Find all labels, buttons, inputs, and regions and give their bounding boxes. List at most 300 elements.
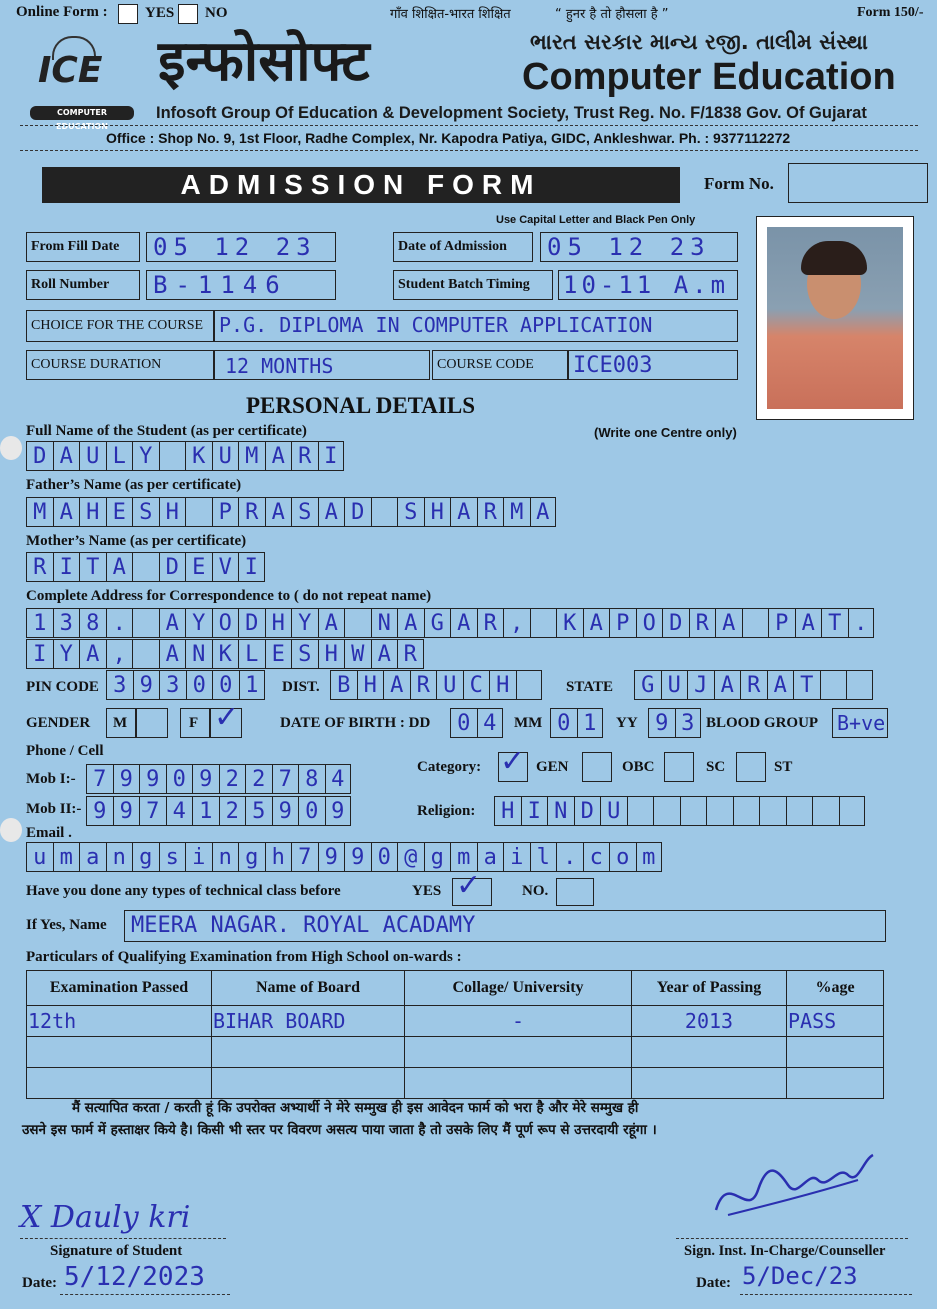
grid-cell: G — [424, 608, 451, 638]
logo-text: ICE — [38, 50, 103, 91]
col-exam: Examination Passed — [27, 971, 212, 1006]
incharge-date-label: Date: — [696, 1275, 731, 1291]
grid-cell: 1 — [26, 608, 53, 638]
grid-cell: R — [410, 670, 437, 700]
mob2-grid[interactable] — [86, 796, 351, 826]
grid-cell: 0 — [186, 670, 213, 700]
grid-cell: D — [238, 608, 265, 638]
grid-cell: A — [795, 608, 822, 638]
declaration-line-1: मैं सत्यापित करता / करती हूं कि उपरोक्त अभ्यार्थी ने मेरे सम्मुख ही इस आवेदन फार्म को भरा है और मेरे सम्मुख ही — [72, 1100, 639, 1116]
cell[interactable] — [405, 1037, 632, 1068]
brand-hindi: इन्फोसोफ्ट — [158, 29, 370, 94]
form-price: Form 150/- — [857, 5, 924, 20]
incharge-date-value: 5/Dec/23 — [742, 1262, 858, 1290]
grid-cell: 4 — [166, 796, 193, 826]
grid-cell: 7 — [86, 764, 113, 794]
brand-english: Computer Education — [522, 56, 896, 98]
grid-cell: A — [715, 608, 742, 638]
grid-cell: P — [212, 497, 239, 527]
dob-mm-grid[interactable] — [550, 708, 603, 738]
grid-cell: , — [106, 639, 133, 669]
course-code-label-box — [432, 350, 568, 380]
grid-cell: S — [397, 497, 424, 527]
grid-cell — [706, 796, 733, 826]
cell[interactable]: BIHAR BOARD — [212, 1006, 405, 1037]
grid-cell: g — [424, 842, 451, 872]
cell[interactable] — [405, 1068, 632, 1099]
cat-st-label: ST — [774, 759, 793, 775]
signature-scribble-icon — [708, 1150, 878, 1230]
grid-cell: h — [265, 842, 292, 872]
roll-value: B-1146 — [153, 271, 288, 299]
grid-cell: D — [159, 552, 186, 582]
slogan-two: “ हुनर है तो हौसला है ” — [555, 7, 669, 22]
grid-cell: U — [212, 441, 239, 471]
cell[interactable] — [632, 1068, 787, 1099]
ifyes-label: If Yes, Name — [26, 917, 107, 933]
grid-cell: A — [583, 608, 610, 638]
grid-cell: R — [397, 639, 424, 669]
qualification-table — [26, 970, 884, 1099]
gender-m-checkbox[interactable] — [136, 708, 168, 738]
punch-hole — [0, 818, 22, 842]
grid-cell: 9 — [344, 842, 371, 872]
course-field[interactable] — [214, 310, 738, 342]
grid-cell: H — [265, 608, 292, 638]
incharge-sign-line — [676, 1238, 908, 1239]
father-grid[interactable] — [26, 497, 556, 527]
dob-yy-grid[interactable] — [648, 708, 701, 738]
grid-cell: 0 — [212, 670, 239, 700]
cat-sc-checkbox[interactable] — [664, 752, 694, 782]
grid-cell: a — [477, 842, 504, 872]
grid-cell: c — [583, 842, 610, 872]
grid-cell: , — [503, 608, 530, 638]
grid-cell: G — [634, 670, 661, 700]
grid-cell: K — [556, 608, 583, 638]
grid-cell: g — [238, 842, 265, 872]
course-label: CHOICE FOR THE COURSE — [31, 318, 204, 333]
grid-cell: O — [636, 608, 663, 638]
grid-cell: W — [344, 639, 371, 669]
grid-cell: 9 — [113, 764, 140, 794]
table-row — [27, 1068, 884, 1099]
grid-cell: i — [185, 842, 212, 872]
grid-cell: H — [79, 497, 106, 527]
grid-cell: . — [106, 608, 133, 638]
roll-label: Roll Number — [31, 277, 110, 292]
grid-cell: m — [53, 842, 80, 872]
religion-grid[interactable] — [494, 796, 865, 826]
grid-cell: A — [159, 639, 186, 669]
incharge-signature — [708, 1150, 878, 1230]
grid-cell — [742, 608, 769, 638]
grid-cell: A — [265, 441, 292, 471]
cell[interactable]: 2013 — [632, 1006, 787, 1037]
grid-cell — [159, 441, 186, 471]
cell[interactable]: - — [405, 1006, 632, 1037]
grid-cell — [786, 796, 813, 826]
student-date-line — [60, 1294, 230, 1295]
fill-date-label: From Fill Date — [31, 239, 120, 254]
fill-date-label-box — [26, 232, 140, 262]
grid-cell: 8 — [79, 608, 106, 638]
dist-grid[interactable] — [330, 670, 542, 700]
gender-f-label: F — [189, 715, 199, 731]
blood-field[interactable] — [832, 708, 888, 738]
address-grid-2[interactable] — [26, 639, 424, 669]
grid-cell: A — [159, 608, 186, 638]
grid-cell: J — [687, 670, 714, 700]
course-code-value: ICE003 — [573, 353, 653, 378]
grid-cell: I — [238, 552, 265, 582]
grid-cell: A — [106, 552, 133, 582]
grid-cell: 9 — [648, 708, 675, 738]
grid-cell: A — [371, 639, 398, 669]
cat-gen-label: GEN — [536, 759, 569, 775]
col-board: Name of Board — [212, 971, 405, 1006]
full-name-grid[interactable] — [26, 441, 344, 471]
student-signature: X Dauly kri — [20, 1200, 191, 1235]
grid-cell: D — [662, 608, 689, 638]
grid-cell: a — [79, 842, 106, 872]
student-photo — [756, 216, 914, 420]
grid-cell — [132, 552, 159, 582]
online-no-label: NO — [205, 5, 228, 21]
full-name-label: Full Name of the Student (as per certificate) — [26, 423, 307, 439]
tech-yes-label: YES — [412, 883, 442, 899]
gender-m-box — [106, 708, 136, 738]
duration-label: COURSE DURATION — [31, 357, 162, 372]
mob2-label: Mob II:- — [26, 801, 82, 817]
grid-cell: V — [212, 552, 239, 582]
cat-sc-label: SC — [706, 759, 726, 775]
grid-cell: 9 — [86, 796, 113, 826]
dist-label: DIST. — [282, 679, 320, 695]
roll-label-box — [26, 270, 140, 300]
grid-cell: U — [436, 670, 463, 700]
grid-cell: 7 — [291, 842, 318, 872]
grid-cell: A — [530, 497, 557, 527]
admission-date-value: 05 12 23 — [547, 233, 711, 261]
state-grid[interactable] — [634, 670, 873, 700]
duration-label-box — [26, 350, 214, 380]
online-no-checkbox[interactable] — [178, 4, 198, 24]
table-header-row — [27, 971, 884, 1006]
grid-cell: 9 — [272, 796, 299, 826]
grid-cell — [820, 670, 847, 700]
hair-shape — [801, 241, 867, 275]
punch-hole — [0, 436, 22, 460]
grid-cell: H — [357, 670, 384, 700]
instruction-note: Use Capital Letter and Black Pen Only — [496, 214, 696, 226]
online-yes-checkbox[interactable] — [118, 4, 138, 24]
cell[interactable] — [787, 1068, 884, 1099]
grid-cell: 3 — [106, 670, 133, 700]
grid-cell: 0 — [298, 796, 325, 826]
grid-cell: H — [424, 497, 451, 527]
grid-cell: P — [768, 608, 795, 638]
gender-m-label: M — [113, 715, 128, 731]
grid-cell: M — [26, 497, 53, 527]
grid-cell: R — [291, 441, 318, 471]
mob1-label: Mob I:- — [26, 771, 76, 787]
col-year: Year of Passing — [632, 971, 787, 1006]
grid-cell: n — [212, 842, 239, 872]
qualification-label: Particulars of Qualifying Examination from High School on-wards : — [26, 949, 462, 965]
mob1-grid[interactable] — [86, 764, 351, 794]
address-grid-1[interactable] — [26, 608, 874, 638]
gender-label: GENDER — [26, 715, 91, 731]
grid-cell: H — [159, 497, 186, 527]
cell[interactable] — [27, 1068, 212, 1099]
grid-cell — [680, 796, 707, 826]
grid-cell: A — [318, 608, 345, 638]
cell[interactable]: 12th — [27, 1006, 212, 1037]
ifyes-field[interactable] — [124, 910, 886, 942]
batch-label-box — [393, 270, 553, 300]
grid-cell: 0 — [166, 764, 193, 794]
check-mark-icon: ✓ — [500, 744, 526, 779]
cat-obc-checkbox[interactable] — [582, 752, 612, 782]
grid-cell: N — [547, 796, 574, 826]
grid-cell: Y — [132, 441, 159, 471]
grid-cell: E — [265, 639, 292, 669]
grid-cell: U — [661, 670, 688, 700]
student-sign-line — [20, 1238, 226, 1239]
grid-cell: A — [450, 497, 477, 527]
cell[interactable] — [212, 1068, 405, 1099]
check-mark-icon: ✓ — [214, 700, 240, 735]
grid-cell: u — [26, 842, 53, 872]
photo-image — [767, 227, 903, 409]
grid-cell — [839, 796, 866, 826]
grid-cell: 3 — [159, 670, 186, 700]
grid-cell: T — [79, 552, 106, 582]
grid-cell: o — [609, 842, 636, 872]
fill-date-field[interactable] — [146, 232, 336, 262]
duration-field[interactable] — [214, 350, 430, 380]
course-code-label: COURSE CODE — [437, 357, 534, 372]
grid-cell — [516, 670, 543, 700]
grid-cell — [733, 796, 760, 826]
course-label-box — [26, 310, 214, 342]
office-strip — [20, 125, 918, 151]
grid-cell: M — [238, 441, 265, 471]
grid-cell: R — [740, 670, 767, 700]
grid-cell: R — [26, 552, 53, 582]
cell[interactable]: PASS — [787, 1006, 884, 1037]
grid-cell: D — [26, 441, 53, 471]
grid-cell: T — [793, 670, 820, 700]
tech-no-checkbox[interactable] — [556, 878, 594, 906]
form-no-field[interactable] — [788, 163, 928, 203]
grid-cell: 5 — [245, 796, 272, 826]
grid-cell: n — [106, 842, 133, 872]
grid-cell: P — [609, 608, 636, 638]
admission-date-label-box — [393, 232, 533, 262]
pin-grid[interactable] — [106, 670, 265, 700]
grid-cell — [344, 608, 371, 638]
dob-dd-grid[interactable] — [450, 708, 503, 738]
religion-label: Religion: — [417, 803, 476, 819]
grid-cell: A — [767, 670, 794, 700]
email-grid[interactable] — [26, 842, 662, 872]
grid-cell: K — [185, 441, 212, 471]
gender-f-box — [180, 708, 210, 738]
personal-heading: PERSONAL DETAILS — [246, 393, 476, 418]
grid-cell — [846, 670, 873, 700]
grid-cell: N — [185, 639, 212, 669]
grid-cell: S — [132, 497, 159, 527]
mother-grid[interactable] — [26, 552, 265, 582]
grid-cell: 9 — [325, 796, 352, 826]
incharge-signature-label: Sign. Inst. In-Charge/Counseller — [684, 1243, 886, 1259]
grid-cell: A — [265, 497, 292, 527]
grid-cell: 1 — [192, 796, 219, 826]
cell[interactable] — [787, 1037, 884, 1068]
grid-cell: I — [521, 796, 548, 826]
ifyes-value: MEERA NAGAR. ROYAL ACADAMY — [131, 913, 476, 938]
grid-cell: 9 — [133, 670, 160, 700]
grid-cell: H — [318, 639, 345, 669]
cell[interactable] — [27, 1037, 212, 1068]
grid-cell: O — [212, 608, 239, 638]
logo-tag: COMPUTER EDUCATION — [30, 106, 134, 120]
incharge-date-line — [740, 1294, 912, 1295]
admission-date-label: Date of Admission — [398, 239, 507, 254]
grid-cell: S — [291, 639, 318, 669]
col-university: Collage/ University — [405, 971, 632, 1006]
grid-cell: B — [330, 670, 357, 700]
grid-cell: M — [503, 497, 530, 527]
grid-cell: 0 — [550, 708, 577, 738]
blood-value: B+ve — [837, 711, 886, 735]
grid-cell: . — [556, 842, 583, 872]
grid-cell: 3 — [53, 608, 80, 638]
blood-label: BLOOD GROUP — [706, 715, 819, 731]
tech-label: Have you done any types of technical class before — [26, 883, 341, 899]
student-date-value: 5/12/2023 — [64, 1262, 205, 1292]
grid-cell: 9 — [113, 796, 140, 826]
pin-label: PIN CODE — [26, 679, 99, 695]
grid-cell: 7 — [139, 796, 166, 826]
email-label: Email . — [26, 825, 72, 841]
slogan-one: गाँव शिक्षित-भारत शिक्षित — [390, 7, 511, 22]
cell[interactable] — [212, 1037, 405, 1068]
grid-cell — [812, 796, 839, 826]
check-mark-icon: ✓ — [456, 868, 482, 903]
grid-cell: 1 — [239, 670, 266, 700]
fill-date-value: 05 12 23 — [153, 233, 317, 261]
centre-note: (Write one Centre only) — [594, 425, 737, 440]
grid-cell — [759, 796, 786, 826]
state-label: STATE — [566, 679, 613, 695]
grid-cell: H — [489, 670, 516, 700]
grid-cell: C — [463, 670, 490, 700]
course-code-field[interactable] — [568, 350, 738, 380]
cat-st-checkbox[interactable] — [736, 752, 766, 782]
online-yes-label: YES — [145, 5, 175, 21]
yy-label: YY — [616, 715, 638, 731]
grid-cell: D — [574, 796, 601, 826]
grid-cell: g — [132, 842, 159, 872]
grid-cell: A — [714, 670, 741, 700]
grid-cell: E — [106, 497, 133, 527]
grid-cell: D — [344, 497, 371, 527]
duration-value: 12 MONTHS — [225, 354, 334, 378]
grid-cell: 2 — [219, 764, 246, 794]
grid-cell — [530, 608, 557, 638]
grid-cell: @ — [397, 842, 424, 872]
grid-cell: 1 — [577, 708, 604, 738]
grid-cell: E — [185, 552, 212, 582]
grid-cell: K — [212, 639, 239, 669]
grid-cell: 4 — [325, 764, 352, 794]
cell[interactable] — [632, 1037, 787, 1068]
grid-cell: L — [238, 639, 265, 669]
admission-date-field[interactable] — [540, 232, 738, 262]
grid-cell: 8 — [298, 764, 325, 794]
grid-cell: m — [450, 842, 477, 872]
office-address: Office : Shop No. 9, 1st Floor, Radhe Complex, Nr. Kapodra Patiya, GIDC, Ankleshwar. Ph. : 9377112272 — [106, 130, 791, 146]
student-date-label: Date: — [22, 1275, 57, 1291]
grid-cell: l — [530, 842, 557, 872]
grid-cell: R — [477, 497, 504, 527]
roll-field[interactable] — [146, 270, 336, 300]
grid-cell: A — [383, 670, 410, 700]
batch-field[interactable] — [558, 270, 738, 300]
declaration-line-2: उसने इस फार्म में हस्ताक्षर किये है। किसी भी स्तर पर विवरण असत्य पाया जाता है तो उसके लिए मैं पूर्ण रूप से उत्तरदायी रहूंगा । — [22, 1122, 657, 1138]
category-label: Category: — [417, 759, 482, 775]
course-value: P.G. DIPLOMA IN COMPUTER APPLICATION — [219, 313, 653, 337]
grid-cell: m — [636, 842, 663, 872]
grid-cell: R — [689, 608, 716, 638]
col-percentage: %age — [787, 971, 884, 1006]
grid-cell: H — [494, 796, 521, 826]
society-line: Infosoft Group Of Education & Development Society, Trust Reg. No. F/1838 Gov. Of Gujarat — [156, 104, 867, 122]
grid-cell: I — [26, 639, 53, 669]
grid-cell — [132, 608, 159, 638]
grid-cell: A — [397, 608, 424, 638]
father-label: Father’s Name (as per certificate) — [26, 477, 242, 493]
grid-cell: A — [318, 497, 345, 527]
batch-value: 10-11 A.m — [563, 271, 730, 299]
grid-cell: 2 — [219, 796, 246, 826]
grid-cell: U — [600, 796, 627, 826]
mm-label: MM — [514, 715, 543, 731]
grid-cell: s — [159, 842, 186, 872]
grid-cell — [371, 497, 398, 527]
ice-logo — [30, 36, 134, 131]
dob-label: DATE OF BIRTH : DD — [280, 715, 431, 731]
grid-cell: A — [53, 441, 80, 471]
grid-cell: A — [79, 639, 106, 669]
grid-cell: T — [821, 608, 848, 638]
grid-cell: 9 — [139, 764, 166, 794]
grid-cell: 3 — [675, 708, 702, 738]
cat-obc-label: OBC — [622, 759, 655, 775]
mother-label: Mother’s Name (as per certificate) — [26, 533, 247, 549]
tech-no-label: NO. — [522, 883, 549, 899]
grid-cell: Y — [53, 639, 80, 669]
grid-cell: Y — [291, 608, 318, 638]
grid-cell: 4 — [477, 708, 504, 738]
table-row — [27, 1037, 884, 1068]
phone-label: Phone / Cell — [26, 743, 104, 759]
grid-cell: 9 — [192, 764, 219, 794]
grid-cell: 9 — [318, 842, 345, 872]
